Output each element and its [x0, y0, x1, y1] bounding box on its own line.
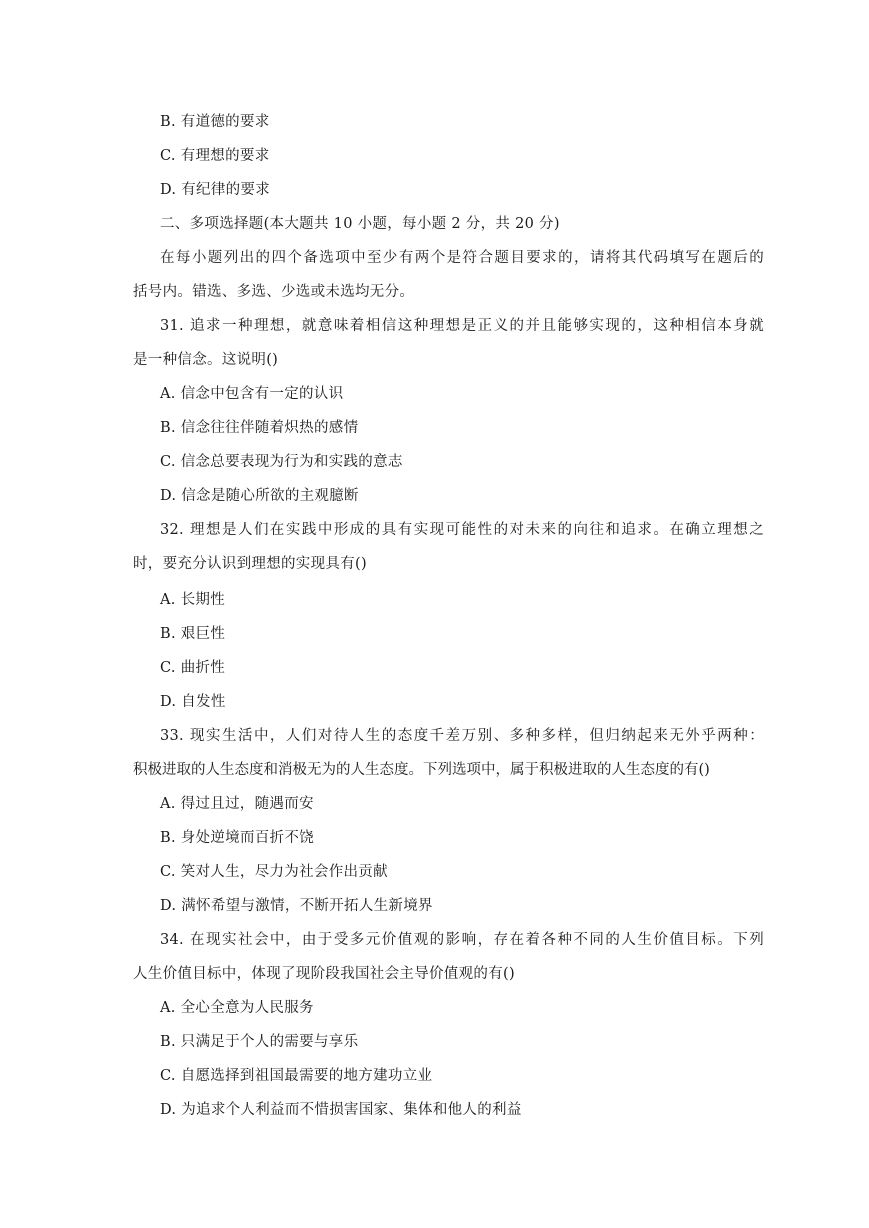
option-c-q32: C. 曲折性: [160, 660, 226, 676]
option-c-q33: C. 笑对人生，尽力为社会作出贡献: [160, 864, 388, 880]
section-instructions-cont: 括号内。错选、多选、少选或未选均无分。: [133, 284, 415, 300]
question-32-cont: 时，要充分认识到理想的实现具有(): [133, 556, 367, 572]
option-c-q30: C. 有理想的要求: [160, 148, 270, 164]
option-d-q31: D. 信念是随心所欲的主观臆断: [160, 488, 359, 504]
option-c-q31: C. 信念总要表现为行为和实践的意志: [160, 454, 403, 470]
question-31-cont: 是一种信念。这说明(): [133, 352, 279, 368]
option-a-q33: A. 得过且过，随遇而安: [160, 796, 314, 812]
question-33: 33. 现实生活中，人们对待人生的态度千差万别、多种多样，但归纳起来无外乎两种：: [160, 728, 764, 744]
option-b-q31: B. 信念往往伴随着炽热的感情: [160, 420, 359, 436]
question-32: 32. 理想是人们在实践中形成的具有实现可能性的对未来的向往和追求。在确立理想之: [160, 522, 764, 538]
option-a-q32: A. 长期性: [160, 592, 225, 608]
option-b-q34: B. 只满足于个人的需要与享乐: [160, 1034, 359, 1050]
option-c-q34: C. 自愿选择到祖国最需要的地方建功立业: [160, 1068, 433, 1084]
option-d-q34: D. 为追求个人利益而不惜损害国家、集体和他人的利益: [160, 1102, 522, 1118]
option-d-q32: D. 自发性: [160, 694, 226, 710]
option-a-q31: A. 信念中包含有一定的认识: [160, 386, 344, 402]
option-b-q30: B. 有道德的要求: [160, 114, 270, 130]
section-heading: 二、多项选择题(本大题共 10 小题，每小题 2 分，共 20 分): [160, 216, 560, 232]
option-a-q34: A. 全心全意为人民服务: [160, 1000, 314, 1016]
option-b-q33: B. 身处逆境而百折不饶: [160, 830, 314, 846]
option-b-q32: B. 艰巨性: [160, 626, 226, 642]
question-34: 34. 在现实社会中，由于受多元价值观的影响，存在着各种不同的人生价值目标。下列: [160, 932, 764, 948]
option-d-q33: D. 满怀希望与激情，不断开拓人生新境界: [160, 898, 433, 914]
question-33-cont: 积极进取的人生态度和消极无为的人生态度。下列选项中，属于积极进取的人生态度的有(): [133, 762, 710, 778]
section-instructions: 在每小题列出的四个备选项中至少有两个是符合题目要求的，请将其代码填写在题后的: [160, 250, 764, 266]
question-31: 31. 追求一种理想，就意味着相信这种理想是正义的并且能够实现的，这种相信本身就: [160, 318, 764, 334]
option-d-q30: D. 有纪律的要求: [160, 182, 271, 198]
question-34-cont: 人生价值目标中，体现了现阶段我国社会主导价值观的有(): [133, 966, 515, 982]
